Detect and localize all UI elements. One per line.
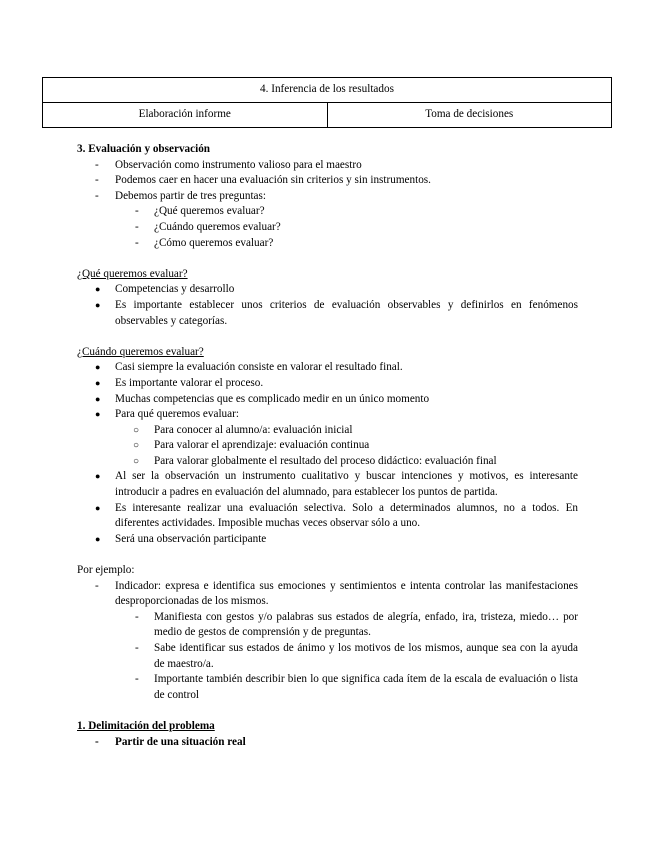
dash-marker: - [95, 189, 99, 202]
bullet-marker: ● [95, 393, 101, 404]
dash-marker: - [95, 579, 99, 592]
ejemplo-heading: Por ejemplo: [77, 564, 135, 577]
section-3-heading: 3. Evaluación y observación [77, 143, 211, 155]
dash-marker: - [95, 735, 99, 748]
dash-marker: - [135, 220, 139, 233]
ejemplo-list [77, 579, 578, 704]
list-item: ● Es importante establecer unos criterios de evaluación observables y definirlos en fenómenos observables y categorías. [95, 298, 578, 327]
section-3-list [77, 158, 578, 252]
list-item: ● Será una observación participante [77, 532, 578, 548]
list-item: - Podemos caer en hacer una evaluación sin criterios y sin instrumentos. [77, 173, 578, 189]
bullet-marker: ● [95, 299, 101, 310]
list-item: ● Es interesante realizar una evaluación selectiva. Solo a determinados alumnos, no a todos. En diferentes actividades. Imposible muchas veces observar sólo a uno. [95, 501, 578, 530]
list-item: ○ Para valorar globalmente el resultado del proceso didáctico: evaluación final [77, 454, 578, 470]
list-item: ● Casi siempre la evaluación consiste en valorar el resultado final. [77, 360, 578, 376]
list-item: ● Competencias y desarrollo [77, 282, 578, 298]
list-item: ○ Para valorar el aprendizaje: evaluación continua [77, 438, 578, 454]
list-item: ● Muchas competencias que es complicado medir en un único momento [77, 392, 578, 408]
dash-marker: - [135, 610, 139, 623]
circle-marker: ○ [133, 424, 140, 436]
bullet-marker: ● [95, 533, 101, 544]
list-item: - Partir de una situación real [77, 735, 578, 751]
list-item: - ¿Qué queremos evaluar? [77, 204, 578, 220]
bullet-marker: ● [95, 362, 101, 373]
list-item: - ¿Cuándo queremos evaluar? [77, 220, 578, 236]
list-item: ○ Para conocer al alumno/a: evaluación inicial [77, 423, 578, 439]
dash-marker: - [135, 205, 139, 218]
section-1-heading: 1. Delimitación del problema [77, 719, 215, 732]
bullet-marker: ● [95, 377, 101, 388]
que-heading: ¿Qué queremos evaluar? [77, 267, 188, 280]
dash-marker: - [135, 642, 139, 654]
que-list [77, 282, 578, 329]
list-item: - ¿Cómo queremos evaluar? [77, 236, 578, 252]
bullet-marker: ● [95, 471, 101, 482]
list-item: - Indicador: expresa e identifica sus emociones y sentimientos e intenta controlar las manifestaciones desproporcionadas de los mismos. [95, 579, 578, 608]
list-item: - Observación como instrumento valioso para el maestro [77, 158, 578, 174]
document-body [77, 142, 578, 750]
cuando-list [77, 360, 578, 547]
circle-marker: ○ [133, 440, 140, 452]
bullet-marker: ● [95, 502, 101, 513]
dash-marker: - [95, 158, 99, 171]
list-item: ● Al ser la observación un instrumento cualitativo y buscar intenciones y motivos, es interesante introducir a padres en evaluación del alumnado, para establecer los puntos de partida. [95, 470, 578, 499]
section-1-list [77, 735, 578, 751]
list-item: - Importante también describir bien lo que significa cada ítem de la escala de evaluación o lista de control [135, 673, 578, 701]
dash-marker: - [135, 673, 139, 686]
cuando-heading: ¿Cuándo queremos evaluar? [77, 345, 204, 358]
table-cell-elaboracion: Elaboración informe [43, 103, 328, 128]
list-item: ● Es importante valorar el proceso. [77, 376, 578, 392]
dash-marker: - [95, 174, 99, 187]
bullet-marker: ● [95, 284, 101, 295]
list-item: - Debemos partir de tres preguntas: [77, 189, 578, 205]
circle-marker: ○ [133, 455, 140, 467]
header-table [42, 77, 612, 128]
list-item: - Sabe identificar sus estados de ánimo y los motivos de los mismos, aunque sea con la ayuda de maestro/a. [135, 642, 578, 670]
dash-marker: - [135, 236, 139, 249]
list-item: ● Para qué queremos evaluar: [77, 407, 578, 423]
table-title-cell: 4. Inferencia de los resultados [43, 78, 612, 103]
list-item: - Manifiesta con gestos y/o palabras sus estados de alegría, enfado, ira, tristeza, miedo… por medio de gestos de comprensión y de preguntas. [135, 610, 578, 639]
bullet-marker: ● [95, 409, 101, 420]
table-cell-toma: Toma de decisiones [327, 103, 612, 128]
